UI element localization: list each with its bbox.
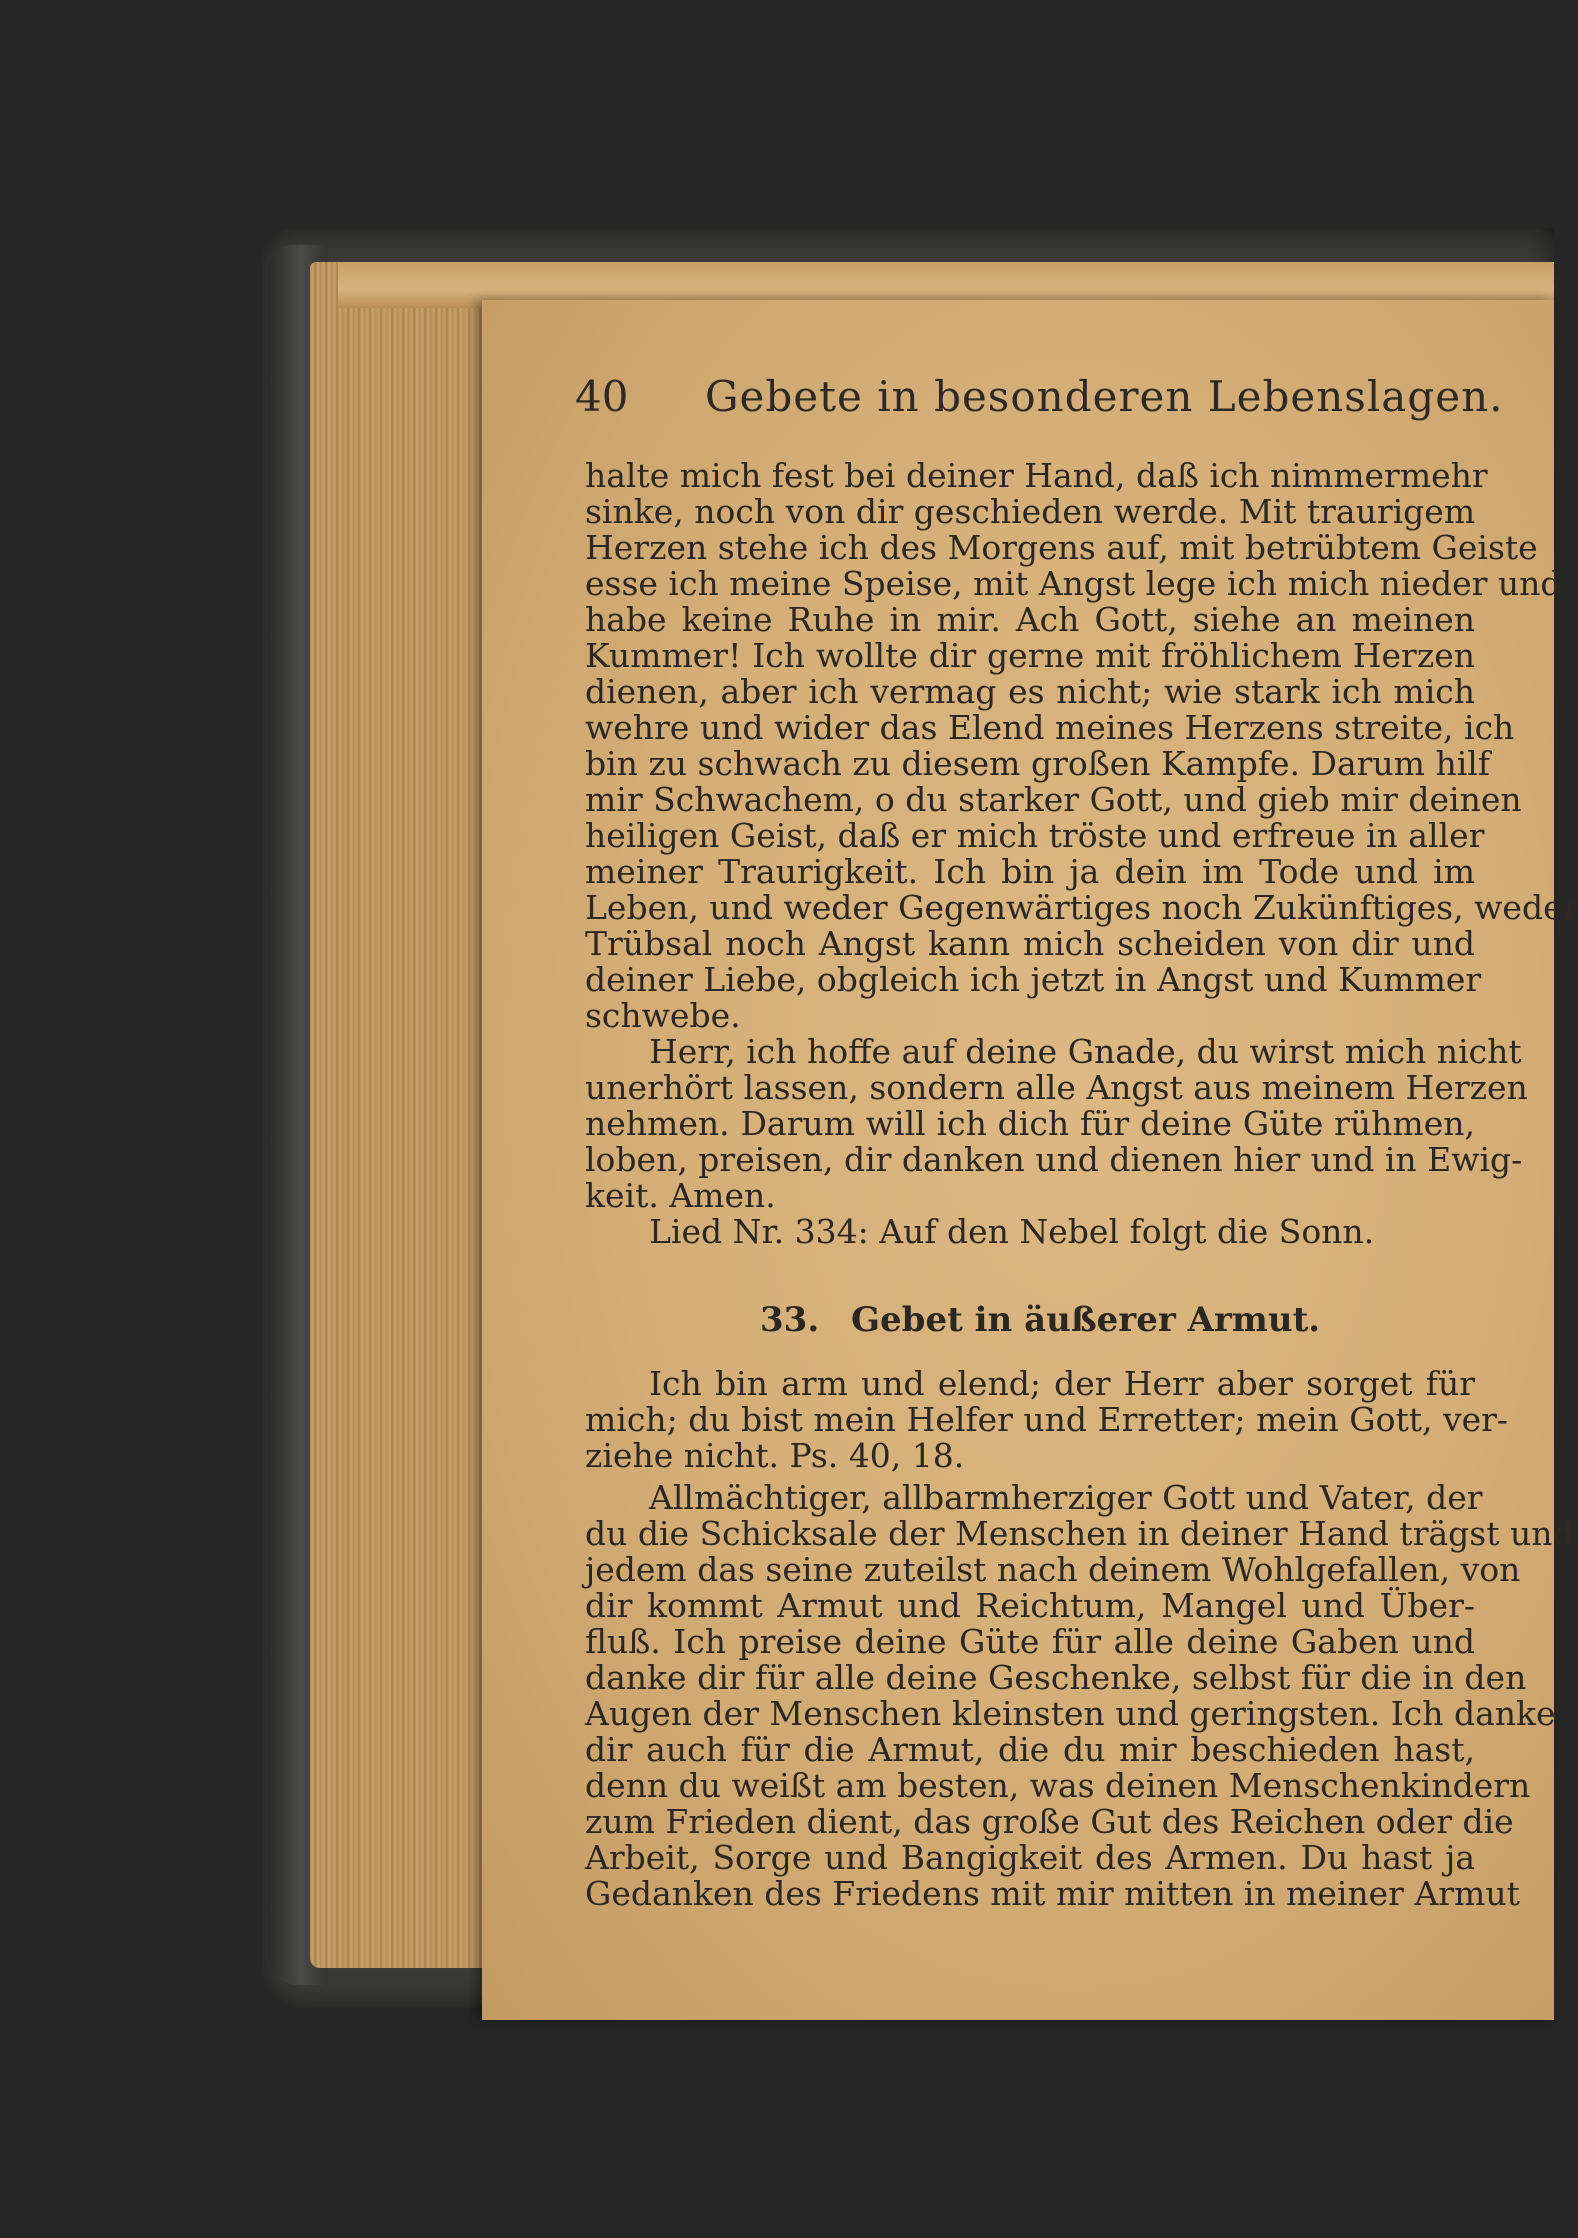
text-line: dir auch für die Armut, die du mir beschieden hast, bbox=[585, 1730, 1475, 1769]
text-line: Trübsal noch Angst kann mich scheiden von dir und bbox=[585, 924, 1475, 963]
text-line: bin zu schwach zu diesem großen Kampfe. Darum hilf bbox=[585, 744, 1491, 783]
text-line: mir Schwachem, o du starker Gott, und gieb mir deinen bbox=[585, 780, 1522, 819]
running-title: Gebete in besonderen Lebenslagen. bbox=[705, 372, 1504, 421]
text-line: Arbeit, Sorge und Bangigkeit des Armen. Du hast ja bbox=[585, 1838, 1475, 1877]
text-line: unerhört lassen, sondern alle Angst aus meinem Herzen bbox=[585, 1068, 1528, 1107]
page-header bbox=[575, 372, 1504, 432]
text-line: Kummer! Ich wollte dir gerne mit fröhlichem Herzen bbox=[585, 636, 1475, 675]
text-line: meiner Traurigkeit. Ich bin ja dein im Tode und im bbox=[585, 852, 1475, 891]
text-line: Ich bin arm und elend; der Herr aber sorget für bbox=[649, 1364, 1475, 1403]
text-line: fluß. Ich preise deine Güte für alle deine Gaben und bbox=[585, 1622, 1475, 1661]
text-line: esse ich meine Speise, mit Angst lege ich mich nieder und bbox=[585, 564, 1562, 603]
text-line: jedem das seine zuteilst nach deinem Wohlgefallen, von bbox=[585, 1550, 1521, 1589]
section-title: Gebet in äußerer Armut. bbox=[851, 1300, 1321, 1340]
text-line: mich; du bist mein Helfer und Erretter; mein Gott, ver- bbox=[585, 1400, 1509, 1439]
text-line: Herr, ich hoffe auf deine Gnade, du wirst mich nicht bbox=[649, 1032, 1522, 1071]
prayer-paragraph bbox=[585, 1478, 1574, 1913]
scripture-quote bbox=[585, 1364, 1509, 1475]
text-line: nehmen. Darum will ich dich für deine Güte rühmen, bbox=[585, 1104, 1475, 1143]
prayer-continued-paragraph bbox=[585, 456, 1578, 1251]
text-line: danke dir für alle deine Geschenke, selbst für die in den bbox=[585, 1658, 1527, 1697]
text-line: zum Frieden dient, das große Gut des Reichen oder die bbox=[585, 1802, 1514, 1841]
page-number: 40 bbox=[575, 372, 629, 421]
text-line: schwebe. bbox=[585, 996, 741, 1035]
text-line: Herzen stehe ich des Morgens auf, mit betrübtem Geiste bbox=[585, 528, 1538, 567]
text-line: deiner Liebe, obgleich ich jetzt in Angst und Kummer bbox=[585, 960, 1482, 999]
text-line: heiligen Geist, daß er mich tröste und erfreue in aller bbox=[585, 816, 1485, 855]
text-line: du die Schicksale der Menschen in deiner Hand trägst und bbox=[585, 1514, 1574, 1553]
text-line: dir kommt Armut und Reichtum, Mangel und Über- bbox=[585, 1586, 1475, 1625]
text-line: denn du weißt am besten, was deinen Menschenkindern bbox=[585, 1766, 1531, 1805]
text-line: habe keine Ruhe in mir. Ach Gott, siehe an meinen bbox=[585, 600, 1475, 639]
text-line: ziehe nicht. Ps. 40, 18. bbox=[585, 1436, 965, 1475]
text-line: Gedanken des Friedens mit mir mitten in meiner Armut bbox=[585, 1874, 1520, 1913]
text-line: wehre und wider das Elend meines Herzens streite, ich bbox=[585, 708, 1515, 747]
text-line: keit. Amen. bbox=[585, 1176, 776, 1215]
text-line: Augen der Menschen kleinsten und geringsten. Ich danke bbox=[585, 1694, 1556, 1733]
text-line: loben, preisen, dir danken und dienen hier und in Ewig- bbox=[585, 1140, 1523, 1179]
page-edges bbox=[310, 262, 490, 1968]
section-heading bbox=[760, 1300, 1320, 1340]
text-line: sinke, noch von dir geschieden werde. Mit traurigem bbox=[585, 492, 1476, 531]
text-line: Leben, und weder Gegenwärtiges noch Zukünftiges, weder bbox=[585, 888, 1578, 927]
hymn-reference: Lied Nr. 334: Auf den Nebel folgt die Sonn. bbox=[649, 1212, 1375, 1251]
text-line: Allmächtiger, allbarmherziger Gott und Vater, der bbox=[649, 1478, 1483, 1517]
text-line: halte mich fest bei deiner Hand, daß ich nimmermehr bbox=[585, 456, 1488, 495]
section-number: 33. bbox=[760, 1300, 820, 1340]
text-line: dienen, aber ich vermag es nicht; wie stark ich mich bbox=[585, 672, 1475, 711]
